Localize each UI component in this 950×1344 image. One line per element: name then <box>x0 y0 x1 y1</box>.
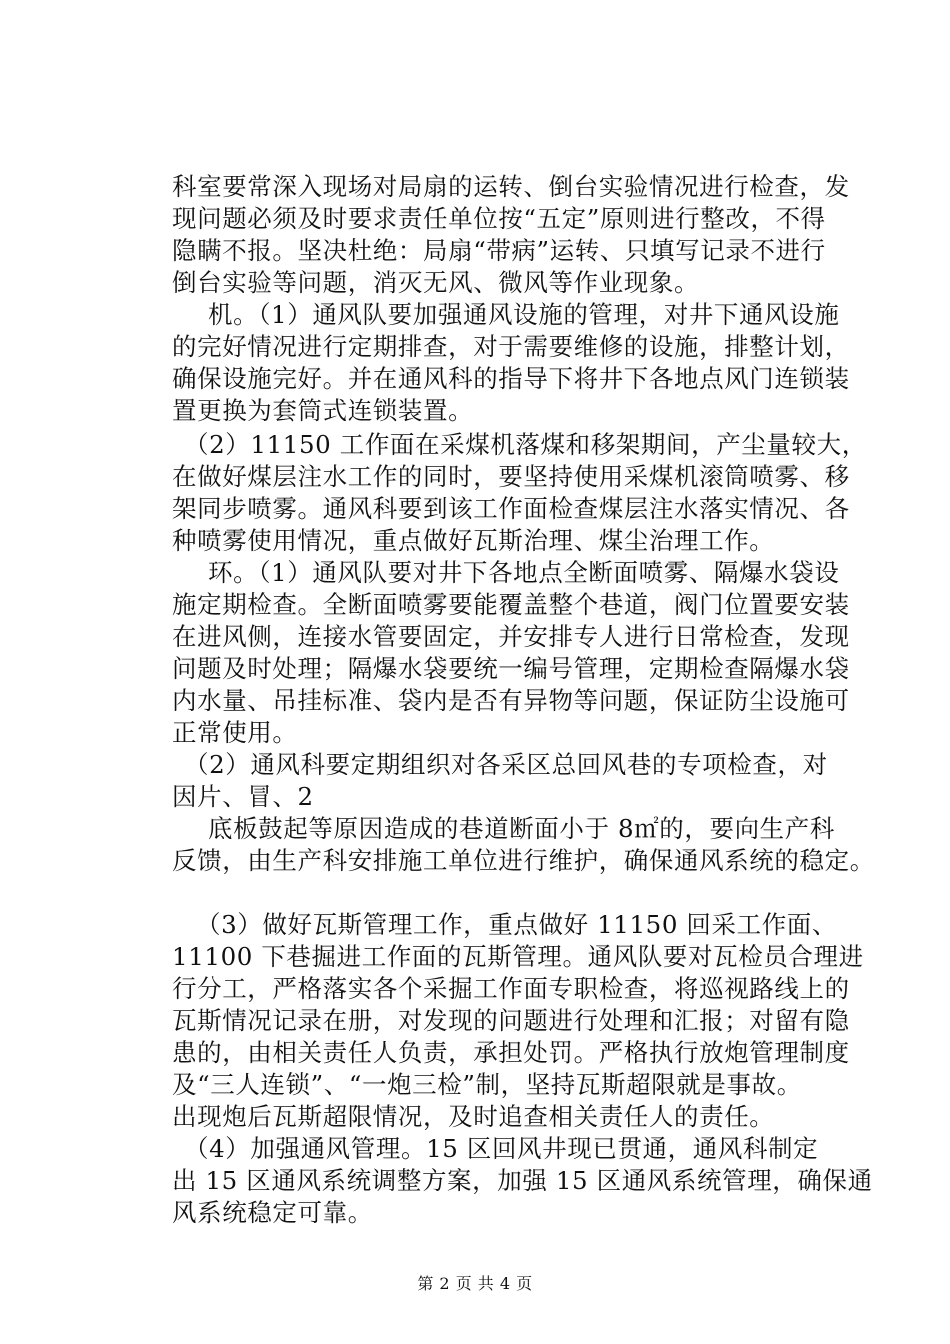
body-text-line: 机。（1）通风队要加强通风设施的管理，对井下通风设施 <box>208 300 840 329</box>
page-footer: 第 2 页 共 4 页 <box>417 1274 533 1293</box>
body-text-line: 置更换为套筒式连锁装置。 <box>172 396 474 425</box>
body-text-line: 架同步喷雾。通风科要到该工作面检查煤层注水落实情况、各 <box>172 494 850 523</box>
body-text-line: 出 15 区通风系统调整方案，加强 15 区通风系统管理，确保通 <box>172 1166 873 1195</box>
body-text-line: 在进风侧，连接水管要固定，并安排专人进行日常检查，发现 <box>172 622 850 651</box>
body-text-line: （2）通风科要定期组织对各采区总回风巷的专项检查，对 <box>184 750 828 779</box>
body-text-line: 科室要常深入现场对局扇的运转、倒台实验情况进行检查，发 <box>172 172 850 201</box>
body-text-line: 患的，由相关责任人负责，承担处罚。严格执行放炮管理制度 <box>172 1038 850 1067</box>
body-text-line: 内水量、吊挂标准、袋内是否有异物等问题，保证防尘设施可 <box>172 686 850 715</box>
body-text-line: 行分工，严格落实各个采掘工作面专职检查，将巡视路线上的 <box>172 974 850 1003</box>
body-text-line: （3）做好瓦斯管理工作，重点做好 11150 回采工作面、 <box>196 910 837 939</box>
body-text-line: 的完好情况进行定期排查，对于需要维修的设施，排整计划， <box>172 332 850 361</box>
body-text-line: 确保设施完好。并在通风科的指导下将井下各地点风门连锁装 <box>172 364 850 393</box>
body-text-line: 风系统稳定可靠。 <box>172 1198 373 1227</box>
body-text-line: 因片、冒、2 <box>172 782 314 811</box>
body-text-line: 11100 下巷掘进工作面的瓦斯管理。通风队要对瓦检员合理进 <box>172 942 864 971</box>
body-text-line: （4）加强通风管理。15 区回风井现已贯通，通风科制定 <box>184 1134 819 1163</box>
body-text-line: 现问题必须及时要求责任单位按“五定”原则进行整改，不得 <box>172 204 826 233</box>
body-text-line: 底板鼓起等原因造成的巷道断面小于 8㎡的，要向生产科 <box>208 814 835 843</box>
body-text-line: 倒台实验等问题，消灭无风、微风等作业现象。 <box>172 268 700 297</box>
body-text-line: 种喷雾使用情况，重点做好瓦斯治理、煤尘治理工作。 <box>172 526 775 555</box>
body-text-line: 在做好煤层注水工作的同时，要坚持使用采煤机滚筒喷雾、移 <box>172 462 850 491</box>
body-text-line: 及“三人连锁”、“一炮三检”制，坚持瓦斯超限就是事故。 <box>172 1070 802 1099</box>
body-text-line: 环。（1）通风队要对井下各地点全断面喷雾、隔爆水袋设 <box>208 558 840 587</box>
body-text-line: 瓦斯情况记录在册，对发现的问题进行处理和汇报；对留有隐 <box>172 1006 850 1035</box>
body-text-line: 隐瞒不报。坚决杜绝：局扇“带病”运转、只填写记录不进行 <box>172 236 826 265</box>
body-text-line: 反馈，由生产科安排施工单位进行维护，确保通风系统的稳定。 <box>172 846 875 875</box>
body-text-line: 问题及时处理；隔爆水袋要统一编号管理，定期检查隔爆水袋 <box>172 654 850 683</box>
body-text-line: 出现炮后瓦斯超限情况，及时追查相关责任人的责任。 <box>172 1102 775 1131</box>
body-text-line: 正常使用。 <box>172 718 298 747</box>
body-text-line: 施定期检查。全断面喷雾要能覆盖整个巷道，阀门位置要安装 <box>172 590 850 619</box>
body-text-line: （2）11150 工作面在采煤机落煤和移架期间，产尘量较大， <box>184 430 867 459</box>
